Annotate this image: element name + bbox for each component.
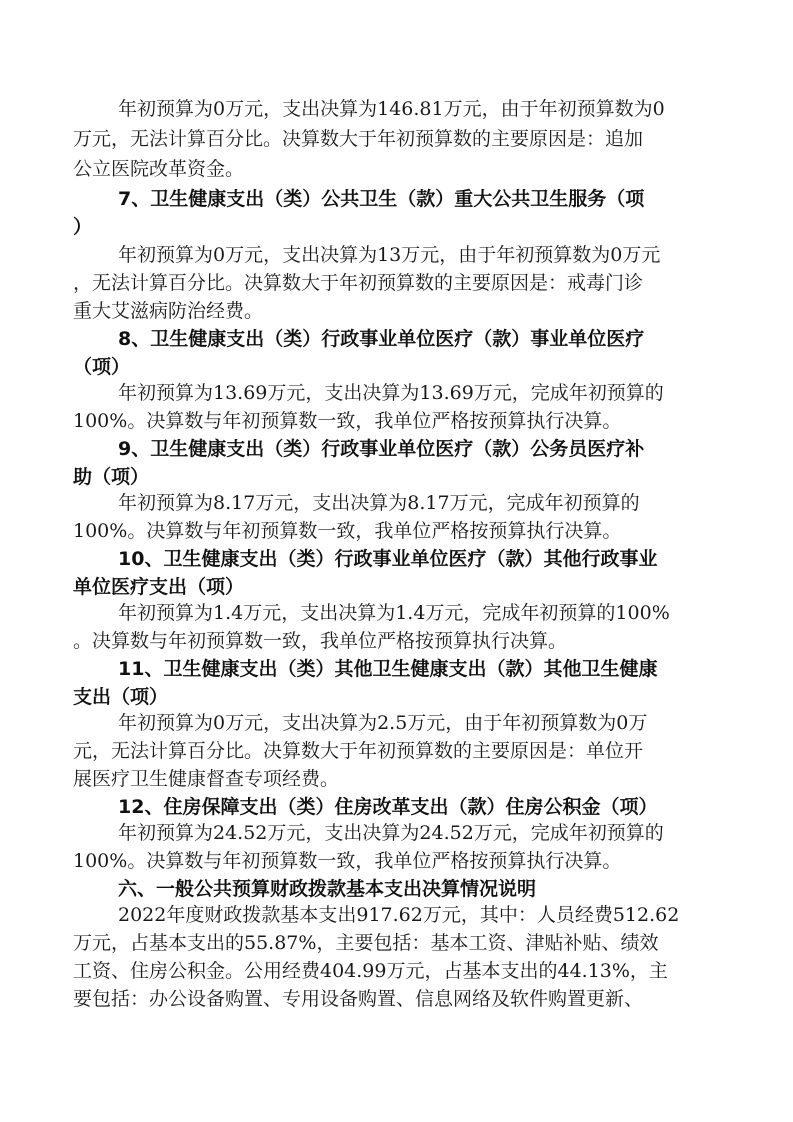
body-line: 年初预算为8.17万元，支出决算为8.17万元，完成年初预算的 — [118, 492, 640, 514]
section-heading: 10、卫生健康支出（类）行政事业单位医疗（款）其他行政事业 — [118, 548, 658, 570]
body-line: 年初预算为13.69万元，支出决算为13.69万元，完成年初预算的 — [118, 382, 664, 404]
body-line: 万元，占基本支出的55.87%，主要包括：基本工资、津贴补贴、绩效 — [73, 932, 659, 954]
body-line: 2022年度财政拨款基本支出917.62万元，其中：人员经费512.62 — [118, 904, 680, 926]
body-line: 100%。决算数与年初预算数一致，我单位严格按预算执行决算。 — [73, 520, 622, 542]
body-line: 重大艾滋病防治经费。 — [73, 300, 264, 322]
body-line: 展医疗卫生健康督查专项经费。 — [73, 768, 340, 790]
section-heading: （项） — [73, 356, 131, 378]
section-heading: 9、卫生健康支出（类）行政事业单位医疗（款）公务员医疗补 — [118, 438, 645, 460]
body-line: 年初预算为0万元，支出决算为13万元，由于年初预算数为0万元 — [118, 244, 661, 266]
body-line: 万元，无法计算百分比。决算数大于年初预算数的主要原因是：追加 — [73, 128, 644, 150]
section-heading: ） — [73, 216, 93, 238]
body-line: 100%。决算数与年初预算数一致，我单位严格按预算执行决算。 — [73, 410, 622, 432]
body-line: 要包括：办公设备购置、专用设备购置、信息网络及软件购置更新、 — [73, 988, 644, 1010]
body-line: 。决算数与年初预算数一致，我单位严格按预算执行决算。 — [73, 630, 568, 652]
body-line: 年初预算为0万元，支出决算为146.81万元，由于年初预算数为0 — [118, 98, 665, 120]
body-line: 公立医院改革资金。 — [73, 158, 245, 180]
body-line: 工资、住房公积金。公用经费404.99万元，占基本支出的44.13%，主 — [73, 960, 668, 982]
section-heading: 8、卫生健康支出（类）行政事业单位医疗（款）事业单位医疗 — [118, 328, 645, 350]
section-heading: 单位医疗支出（项） — [73, 576, 245, 598]
body-line: 100%。决算数与年初预算数一致，我单位严格按预算执行决算。 — [73, 850, 622, 872]
section-heading: 11、卫生健康支出（类）其他卫生健康支出（款）其他卫生健康 — [118, 658, 658, 680]
section-heading: 支出（项） — [73, 686, 169, 708]
body-line: 年初预算为0万元，支出决算为2.5万元，由于年初预算数为0万 — [118, 712, 648, 734]
section-heading: 7、卫生健康支出（类）公共卫生（款）重大公共卫生服务（项 — [118, 188, 645, 210]
body-line: 元，无法计算百分比。决算数大于年初预算数的主要原因是：单位开 — [73, 740, 644, 762]
section-heading: 助（项） — [73, 466, 150, 488]
body-line: ，无法计算百分比。决算数大于年初预算数的主要原因是：戒毒门诊 — [73, 272, 644, 294]
body-line: 年初预算为24.52万元，支出决算为24.52万元，完成年初预算的 — [118, 822, 664, 844]
body-line: 年初预算为1.4万元，支出决算为1.4万元，完成年初预算的100% — [118, 602, 670, 624]
section-heading: 12、住房保障支出（类）住房改革支出（款）住房公积金（项） — [118, 796, 658, 818]
section-heading: 六、一般公共预算财政拨款基本支出决算情况说明 — [118, 878, 537, 900]
